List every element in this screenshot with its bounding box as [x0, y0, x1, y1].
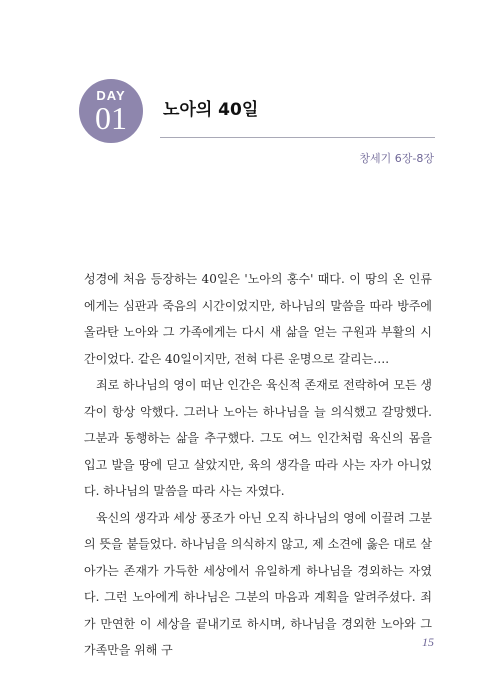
day-number: 01 — [95, 100, 127, 136]
paragraph-2: 죄로 하나님의 영이 떠난 인간은 육신적 존재로 전락하여 모든 생각이 항상 악했다. 그러나 노아는 하나님을 늘 의식했고 갈망했다. 그분과 동행하는 삶을 추구했다. 그도 여느 인간처럼 육신의 몸을 입고 발을 땅에 딛고 살았지만, 육의 생각을 따라 사는 자가 아니었다. 하나님의 말씀을 따라 사는 자였다. — [84, 378, 432, 498]
scripture-reference: 창세기 6장-8장 — [359, 152, 434, 165]
paragraph-1: 성경에 처음 등장하는 40일은 '노아의 홍수' 때다. 이 땅의 온 인류에게는 심판과 죽음의 시간이었지만, 하나님의 말씀을 따라 방주에 올라탄 노아와 그 가족에게는 다시 새 삶을 얻는 구원과 부활의 시간이었다. 같은 40일이지만, 전혀 다른 운명으로 갈리는…. — [84, 272, 432, 366]
day-label: DAY — [96, 88, 126, 103]
page-number: 15 — [422, 635, 434, 649]
title-divider — [160, 137, 435, 138]
body-text — [84, 266, 432, 664]
paragraph-3: 육신의 생각과 세상 풍조가 아닌 오직 하나님의 영에 이끌려 그분의 뜻을 붙들었다. 하나님을 의식하지 않고, 제 소견에 옳은 대로 살아가는 존재가 가득한 세상에서 유일하게 하나님을 경외하는 자였다. 그런 노아에게 하나님은 그분의 마음과 계획을 알려주셨다. 죄가 만연한 이 세상을 끝내기로 하시며, 하나님을 경외한 노아와 그 가족만을 위해 구 — [84, 510, 432, 657]
day-badge — [79, 79, 143, 143]
chapter-title: 노아의 40일 — [163, 100, 259, 120]
